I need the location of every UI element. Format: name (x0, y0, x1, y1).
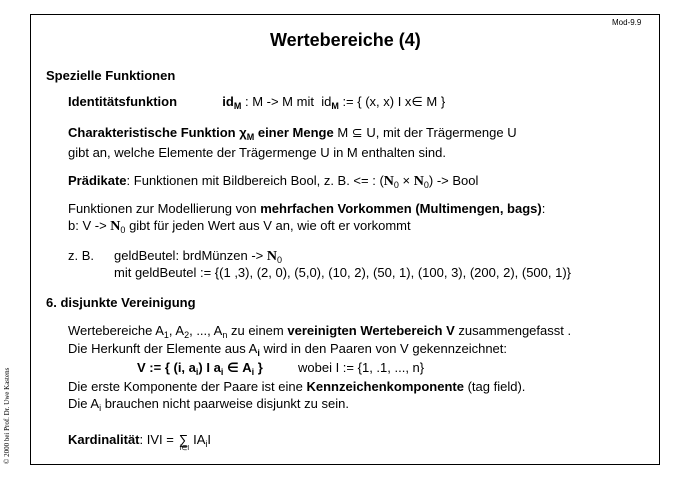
example-line-1: geldBeutel: brdMünzen -> $N_0$ (114, 248, 282, 265)
tag-field-line: Die erste Komponente der Paare ist eine Kennzeichenkomponente (tag field). (68, 379, 526, 394)
module-id: Mod-9.9 (612, 18, 642, 27)
identity-function-line: Identitätsfunktion $id_M$ : M -> M mit $id_M$ := { (x, x) I x∈ M } (68, 94, 446, 111)
characteristic-function-description: gibt an, welche Elemente der Trägermenge U in M enthalten sind. (68, 145, 446, 160)
example-zb: z. B. (68, 248, 95, 263)
page-title: Wertebereiche (4) (270, 30, 421, 50)
section-heading-spezielle-funktionen: Spezielle Funktionen (46, 68, 176, 83)
not-disjoint-line: Die $A_i$ brauchen nicht paarweise disjunkt zu sein. (68, 396, 349, 413)
multiset-line-1: Funktionen zur Modellierung von mehrfachen Vorkommen (Multimengen, bags): (68, 201, 546, 216)
side-copyright: © 2000 bei Prof. Dr. Uwe Kastens (3, 367, 11, 464)
identity-label: Identitätsfunktion (68, 94, 178, 109)
predicate-label: Prädikate (68, 173, 127, 188)
union-line-1: Wertebereiche $A_1$, $A_2$, ..., $A_n$ zu einem vereinigten Wertebereich V zusammengefasst . (68, 323, 572, 340)
multiset-line-2: b: $V -> N_0$ gibt für jeden Wert aus V an, wie oft er vorkommt (68, 218, 411, 235)
predicate-line: Prädikate: Funktionen mit Bildbereich Bool, z. B. <= : $(N_0 \times N_0)$ -> Bool (68, 173, 479, 190)
example-line-2: mit geldBeutel := {(1 ,3), (2, 0), (5,0), (10, 2), (50, 1), (100, 3), (200, 2), (500, 1)} (114, 265, 572, 280)
characteristic-function-line: Charakteristische Funktion $\chi_M$ einer Menge M ⊆ U, mit der Trägermenge U (68, 125, 517, 142)
index-set-definition: wobei I := {1, .1, ..., n} (298, 360, 425, 375)
section-heading-disjunkte-vereinigung: 6. disjunkte Vereinigung (46, 295, 196, 310)
cardinality-line: Kardinalität: IVI = ∑ i∈I $IA_iI$ (68, 432, 212, 452)
cardinality-label: Kardinalität (68, 432, 140, 447)
union-formula: V := { (i, $a_i$) I $a_i$ ∈ $A_i$ } (137, 360, 263, 377)
characteristic-label: Charakteristische Funktion (68, 125, 236, 140)
union-line-2: Die Herkunft der Elemente aus $A_i$ wird in den Paaren von V gekennzeichnet: (68, 341, 508, 358)
sum-symbol: ∑ i∈I (178, 432, 190, 452)
